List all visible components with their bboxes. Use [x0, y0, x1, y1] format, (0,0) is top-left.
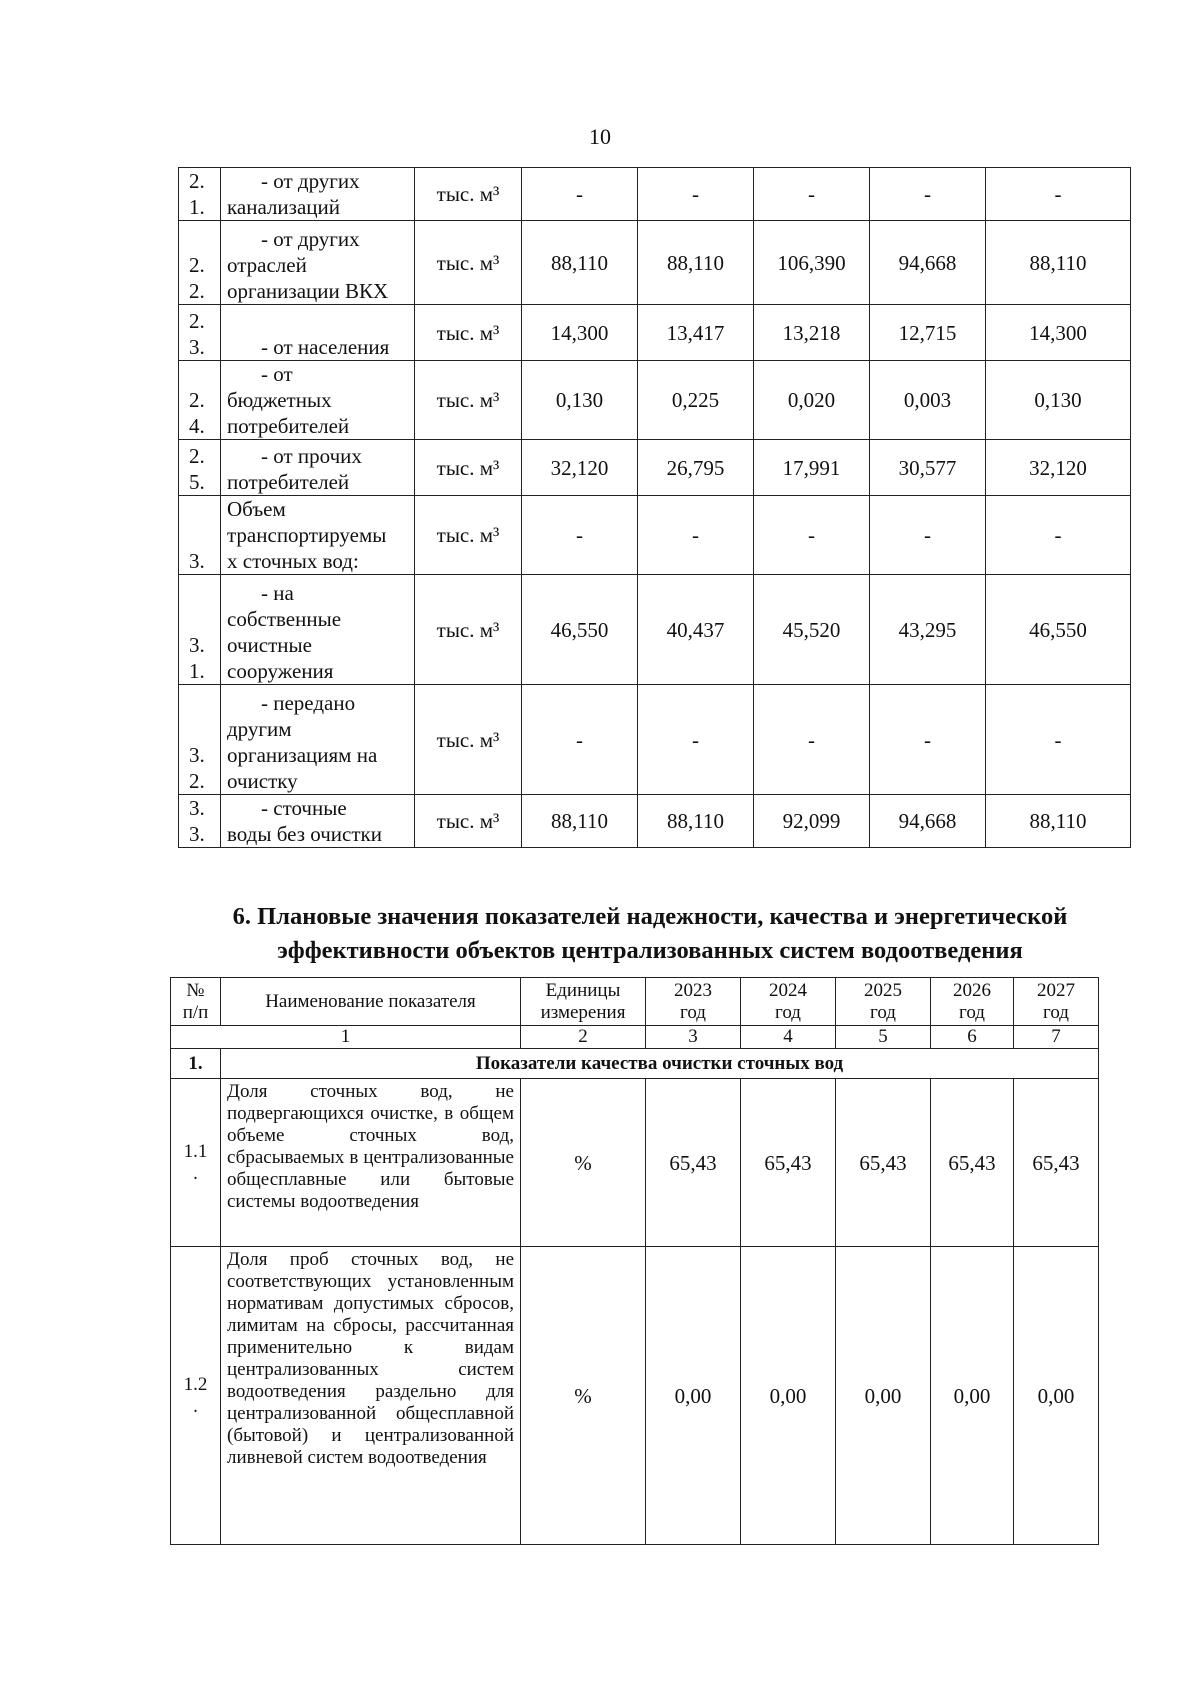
- indicator-name: Доля сточных вод, не подвергающихся очистке, в общем объеме сточных вод, сбрасываемых в централизованные общесплавные или бытовые системы водоотведения: [221, 1079, 521, 1247]
- row-name: - от других канализаций: [221, 168, 415, 221]
- row-value: 65,43: [1014, 1079, 1099, 1247]
- row-value: 94,668: [870, 221, 986, 305]
- row-unit: тыс. м³: [415, 575, 522, 685]
- row-value: -: [638, 168, 754, 221]
- table2-header-row: [171, 978, 1099, 1026]
- row-number: 3. 3.: [179, 795, 221, 848]
- row-name: Объем транспортируемы х сточных вод:: [221, 496, 415, 575]
- row-unit: тыс. м³: [415, 168, 522, 221]
- row-value: -: [754, 168, 870, 221]
- row-value: 88,110: [522, 795, 638, 848]
- indicator-name: Доля проб сточных вод, не соответствующих установленным нормативам допустимых сбросов, лимитам на сбросы, рассчитанная применительно к видам централизованных систем водоотведения раздельно для централизованной общесплавной (бытовой) и централизованной ливневой систем водоотведения: [221, 1247, 521, 1545]
- group-title: Показатели качества очистки сточных вод: [221, 1049, 1099, 1079]
- row-value: 46,550: [522, 575, 638, 685]
- column-number: 6: [931, 1026, 1014, 1049]
- row-name: - от прочих потребителей: [221, 440, 415, 496]
- row-unit: тыс. м³: [415, 685, 522, 795]
- section-title: [160, 900, 1140, 968]
- row-unit: тыс. м³: [415, 440, 522, 496]
- row-value: 0,00: [836, 1247, 931, 1545]
- row-number: 3. 2.: [179, 685, 221, 795]
- row-name: - сточные воды без очистки: [221, 795, 415, 848]
- page-number: 10: [589, 124, 611, 149]
- row-value: 0,00: [931, 1247, 1014, 1545]
- row-value: 65,43: [741, 1079, 836, 1247]
- wastewater-volume-table: [178, 167, 1131, 848]
- row-value: 65,43: [931, 1079, 1014, 1247]
- row-value: -: [986, 496, 1131, 575]
- table1-row: [179, 795, 1131, 848]
- row-value: 88,110: [986, 795, 1131, 848]
- row-value: -: [754, 496, 870, 575]
- header-year: 2025 год: [836, 978, 931, 1026]
- header-year: 2023 год: [646, 978, 741, 1026]
- header-year: 2024 год: [741, 978, 836, 1026]
- row-unit: тыс. м³: [415, 305, 522, 361]
- row-number: 2. 1.: [179, 168, 221, 221]
- row-value: 0,003: [870, 361, 986, 440]
- row-value: 14,300: [986, 305, 1131, 361]
- row-value: 43,295: [870, 575, 986, 685]
- row-name: - от населения: [221, 305, 415, 361]
- row-value: 30,577: [870, 440, 986, 496]
- row-name: - от других отраслей организации ВКХ: [221, 221, 415, 305]
- column-number: 4: [741, 1026, 836, 1049]
- row-value: -: [522, 168, 638, 221]
- table2-row: [171, 1247, 1099, 1545]
- row-value: 0,00: [646, 1247, 741, 1545]
- row-number: 2. 3.: [179, 305, 221, 361]
- table1-row: [179, 221, 1131, 305]
- row-name: - от бюджетных потребителей: [221, 361, 415, 440]
- row-value: 92,099: [754, 795, 870, 848]
- row-value: 0,225: [638, 361, 754, 440]
- row-unit: %: [521, 1247, 646, 1545]
- row-value: 12,715: [870, 305, 986, 361]
- row-value: 88,110: [986, 221, 1131, 305]
- row-value: 0,020: [754, 361, 870, 440]
- row-unit: тыс. м³: [415, 221, 522, 305]
- row-value: -: [522, 496, 638, 575]
- row-number: 3.: [179, 496, 221, 575]
- column-number: 2: [521, 1026, 646, 1049]
- header-num: № п/п: [171, 978, 221, 1026]
- planned-indicators-table: [170, 977, 1099, 1545]
- row-value: -: [754, 685, 870, 795]
- table2-column-numbers-row: [171, 1026, 1099, 1049]
- row-number: 2. 5.: [179, 440, 221, 496]
- row-value: -: [522, 685, 638, 795]
- row-value: 88,110: [522, 221, 638, 305]
- row-number: 2. 2.: [179, 221, 221, 305]
- row-value: 65,43: [836, 1079, 931, 1247]
- section-title-line-1: 6. Плановые значения показателей надежности, качества и энергетической: [232, 903, 1068, 930]
- row-name: - передано другим организациям на очистку: [221, 685, 415, 795]
- table2-row: [171, 1079, 1099, 1247]
- column-number: 3: [646, 1026, 741, 1049]
- row-value: 0,00: [1014, 1247, 1099, 1545]
- table1-row: [179, 496, 1131, 575]
- header-unit: Единицы измерения: [521, 978, 646, 1026]
- row-value: -: [870, 496, 986, 575]
- row-value: 88,110: [638, 795, 754, 848]
- row-value: -: [870, 168, 986, 221]
- column-number: 7: [1014, 1026, 1099, 1049]
- row-value: 106,390: [754, 221, 870, 305]
- table1-row: [179, 305, 1131, 361]
- row-value: 0,130: [986, 361, 1131, 440]
- row-number: 1.1 .: [171, 1079, 221, 1247]
- header-year: 2027 год: [1014, 978, 1099, 1026]
- row-value: 32,120: [522, 440, 638, 496]
- row-value: 26,795: [638, 440, 754, 496]
- row-value: 65,43: [646, 1079, 741, 1247]
- section-title-line-2: эффективности объектов централизованных систем водоотведения: [277, 937, 1023, 964]
- row-value: 40,437: [638, 575, 754, 685]
- row-number: 1.2 .: [171, 1247, 221, 1545]
- row-value: 17,991: [754, 440, 870, 496]
- row-name: - на собственные очистные сооружения: [221, 575, 415, 685]
- row-value: 94,668: [870, 795, 986, 848]
- table1-row: [179, 361, 1131, 440]
- column-number: 5: [836, 1026, 931, 1049]
- row-value: 45,520: [754, 575, 870, 685]
- row-value: 13,417: [638, 305, 754, 361]
- row-value: -: [986, 168, 1131, 221]
- row-value: 14,300: [522, 305, 638, 361]
- row-number: 2. 4.: [179, 361, 221, 440]
- row-unit: тыс. м³: [415, 795, 522, 848]
- row-value: 0,00: [741, 1247, 836, 1545]
- row-value: 88,110: [638, 221, 754, 305]
- table1-row: [179, 575, 1131, 685]
- row-unit: тыс. м³: [415, 361, 522, 440]
- row-value: -: [986, 685, 1131, 795]
- table1-row: [179, 685, 1131, 795]
- header-year: 2026 год: [931, 978, 1014, 1026]
- column-number: 1: [171, 1026, 521, 1049]
- row-unit: тыс. м³: [415, 496, 522, 575]
- table2-group-row: [171, 1049, 1099, 1079]
- row-value: -: [638, 496, 754, 575]
- header-name: Наименование показателя: [221, 978, 521, 1026]
- row-value: 32,120: [986, 440, 1131, 496]
- row-value: 46,550: [986, 575, 1131, 685]
- row-value: -: [638, 685, 754, 795]
- group-num: 1.: [171, 1049, 221, 1079]
- table1-row: [179, 440, 1131, 496]
- table1-row: [179, 168, 1131, 221]
- row-value: 13,218: [754, 305, 870, 361]
- row-value: -: [870, 685, 986, 795]
- row-unit: %: [521, 1079, 646, 1247]
- row-number: 3. 1.: [179, 575, 221, 685]
- row-value: 0,130: [522, 361, 638, 440]
